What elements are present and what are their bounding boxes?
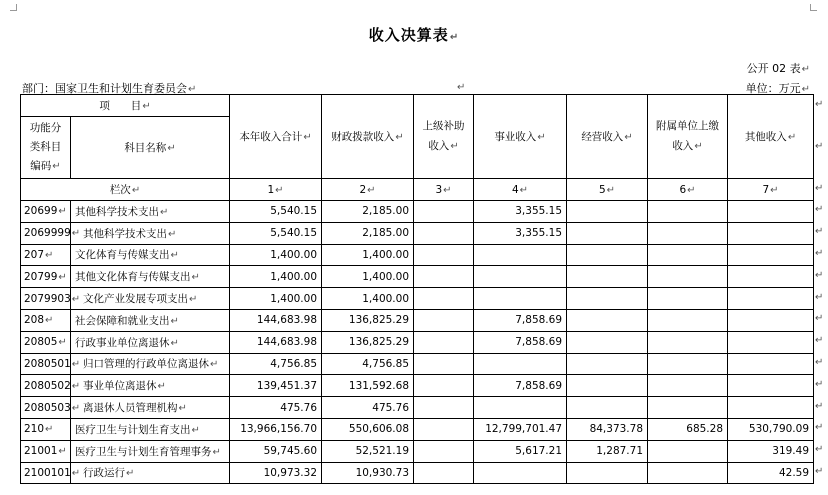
table-row xyxy=(21,375,814,397)
row-end-mark: ↵ xyxy=(815,140,824,152)
career-cell xyxy=(474,244,567,266)
upper-subsidy-header: 上级补助 收入↵ xyxy=(414,95,474,179)
page-corner-mark xyxy=(10,4,17,11)
upper-subsidy-cell xyxy=(414,375,474,397)
career-cell xyxy=(474,353,567,375)
fiscal-cell: 1,400.00 xyxy=(322,288,414,310)
row-end-mark: ↵ xyxy=(815,313,824,325)
affiliate-cell xyxy=(648,244,728,266)
item-header: 项 目↵ xyxy=(21,95,230,117)
department-label: 部门：国家卫生和计划生育委员会↵ xyxy=(22,82,197,95)
other-cell xyxy=(728,201,814,223)
affiliate-header: 附属单位上缴 收入↵ xyxy=(648,95,728,179)
fiscal-cell: 1,400.00 xyxy=(322,244,414,266)
table-row xyxy=(21,309,814,331)
business-cell xyxy=(567,397,648,419)
table-row xyxy=(21,222,814,244)
fiscal-cell: 10,930.73 xyxy=(322,462,414,484)
subject-name-cell: 行政事业单位离退休↵ xyxy=(71,331,230,353)
column-index: 5↵ xyxy=(567,179,648,201)
upper-subsidy-cell xyxy=(414,244,474,266)
affiliate-cell xyxy=(648,331,728,353)
career-cell xyxy=(474,462,567,484)
subject-name-cell: 行政运行↵ xyxy=(71,462,230,484)
column-index-label: 栏次↵ xyxy=(21,179,230,201)
affiliate-cell xyxy=(648,266,728,288)
total-cell: 475.76 xyxy=(230,397,322,419)
subject-name-cell: 事业单位离退休↵ xyxy=(71,375,230,397)
subject-name-cell: 离退休人员管理机构↵ xyxy=(71,397,230,419)
total-cell: 139,451.37 xyxy=(230,375,322,397)
fiscal-cell: 136,825.29 xyxy=(322,309,414,331)
row-end-mark: ↵ xyxy=(815,204,824,216)
career-cell xyxy=(474,397,567,419)
table-row xyxy=(21,462,814,484)
fiscal-header: 财政拨款收入↵ xyxy=(322,95,414,179)
subject-name-header: 科目名称↵ xyxy=(71,117,230,179)
upper-subsidy-cell xyxy=(414,331,474,353)
row-end-mark: ↵ xyxy=(815,335,824,347)
business-cell xyxy=(567,462,648,484)
row-end-mark: ↵ xyxy=(815,378,824,390)
column-index: 4↵ xyxy=(474,179,567,201)
table-row xyxy=(21,418,814,440)
fiscal-cell: 550,606.08 xyxy=(322,418,414,440)
affiliate-cell xyxy=(648,288,728,310)
upper-subsidy-cell xyxy=(414,201,474,223)
total-cell: 13,966,156.70 xyxy=(230,418,322,440)
upper-subsidy-cell xyxy=(414,440,474,462)
subject-name-cell: 医疗卫生与计划生育管理事务↵ xyxy=(71,440,230,462)
career-cell: 3,355.15 xyxy=(474,222,567,244)
total-cell: 1,400.00 xyxy=(230,244,322,266)
affiliate-cell: 685.28 xyxy=(648,418,728,440)
subject-name-cell: 归口管理的行政单位离退休↵ xyxy=(71,353,230,375)
business-header: 经营收入↵ xyxy=(567,95,648,179)
fiscal-cell: 2,185.00 xyxy=(322,201,414,223)
function-code-cell: 2079903↵ xyxy=(21,288,71,310)
affiliate-cell xyxy=(648,353,728,375)
table-row xyxy=(21,353,814,375)
function-code-header: 功能分 类科目 编码↵ xyxy=(21,117,71,179)
fiscal-cell: 131,592.68 xyxy=(322,375,414,397)
total-header: 本年收入合计↵ xyxy=(230,95,322,179)
row-end-mark: ↵ xyxy=(815,422,824,434)
total-cell: 10,973.32 xyxy=(230,462,322,484)
affiliate-cell xyxy=(648,201,728,223)
column-index: 1↵ xyxy=(230,179,322,201)
table-row xyxy=(21,244,814,266)
row-end-mark: ↵ xyxy=(815,247,824,259)
career-cell: 7,858.69 xyxy=(474,309,567,331)
upper-subsidy-cell xyxy=(414,309,474,331)
header-row xyxy=(21,95,814,117)
career-cell: 3,355.15 xyxy=(474,201,567,223)
business-cell: 84,373.78 xyxy=(567,418,648,440)
other-cell xyxy=(728,244,814,266)
function-code-cell: 210↵ xyxy=(21,418,71,440)
other-cell xyxy=(728,266,814,288)
function-code-cell: 2069999↵ xyxy=(21,222,71,244)
function-code-cell: 21001↵ xyxy=(21,440,71,462)
other-cell: 319.49 xyxy=(728,440,814,462)
career-cell xyxy=(474,266,567,288)
subject-name-cell: 文化体育与传媒支出↵ xyxy=(71,244,230,266)
other-cell: 42.59 xyxy=(728,462,814,484)
affiliate-cell xyxy=(648,462,728,484)
other-cell: 530,790.09 xyxy=(728,418,814,440)
business-cell xyxy=(567,331,648,353)
subject-name-cell: 其他科学技术支出↵ xyxy=(71,201,230,223)
fiscal-cell: 52,521.19 xyxy=(322,440,414,462)
function-code-cell: 208↵ xyxy=(21,309,71,331)
row-end-mark: ↵ xyxy=(815,226,824,238)
fiscal-cell: 2,185.00 xyxy=(322,222,414,244)
fiscal-cell: 4,756.85 xyxy=(322,353,414,375)
upper-subsidy-cell xyxy=(414,288,474,310)
subject-name-cell: 其他科学技术支出↵ xyxy=(71,222,230,244)
page-title: 收入决算表↵ xyxy=(368,26,460,44)
row-end-mark: ↵ xyxy=(815,98,824,110)
table-row xyxy=(21,201,814,223)
column-index: 2↵ xyxy=(322,179,414,201)
function-code-cell: 2080501↵ xyxy=(21,353,71,375)
upper-subsidy-cell xyxy=(414,397,474,419)
career-cell xyxy=(474,288,567,310)
upper-subsidy-cell xyxy=(414,266,474,288)
career-cell: 12,799,701.47 xyxy=(474,418,567,440)
other-cell xyxy=(728,375,814,397)
row-end-mark: ↵ xyxy=(815,182,824,194)
table-row xyxy=(21,331,814,353)
business-cell xyxy=(567,375,648,397)
fiscal-cell: 136,825.29 xyxy=(322,331,414,353)
business-cell xyxy=(567,309,648,331)
subject-name-cell: 医疗卫生与计划生育支出↵ xyxy=(71,418,230,440)
other-cell xyxy=(728,222,814,244)
revenue-table xyxy=(20,94,814,484)
spacer-mark: ↵ xyxy=(457,82,466,93)
business-cell: 1,287.71 xyxy=(567,440,648,462)
career-cell: 7,858.69 xyxy=(474,375,567,397)
column-index: 6↵ xyxy=(648,179,728,201)
business-cell xyxy=(567,244,648,266)
function-code-cell: 20805↵ xyxy=(21,331,71,353)
affiliate-cell xyxy=(648,309,728,331)
total-cell: 144,683.98 xyxy=(230,331,322,353)
total-cell: 1,400.00 xyxy=(230,266,322,288)
function-code-cell: 2080503↵ xyxy=(21,397,71,419)
table-row xyxy=(21,397,814,419)
total-cell: 144,683.98 xyxy=(230,309,322,331)
other-cell xyxy=(728,397,814,419)
total-cell: 5,540.15 xyxy=(230,222,322,244)
row-end-mark: ↵ xyxy=(815,269,824,281)
fiscal-cell: 475.76 xyxy=(322,397,414,419)
upper-subsidy-cell xyxy=(414,222,474,244)
subject-name-cell: 文化产业发展专项支出↵ xyxy=(71,288,230,310)
row-end-mark: ↵ xyxy=(815,400,824,412)
business-cell xyxy=(567,201,648,223)
other-cell xyxy=(728,309,814,331)
upper-subsidy-cell xyxy=(414,462,474,484)
business-cell xyxy=(567,288,648,310)
function-code-cell: 20699↵ xyxy=(21,201,71,223)
table-row xyxy=(21,266,814,288)
upper-subsidy-cell xyxy=(414,418,474,440)
career-cell: 7,858.69 xyxy=(474,331,567,353)
page-corner-mark xyxy=(810,4,817,11)
function-code-cell: 20799↵ xyxy=(21,266,71,288)
business-cell xyxy=(567,222,648,244)
total-cell: 5,540.15 xyxy=(230,201,322,223)
total-cell: 59,745.60 xyxy=(230,440,322,462)
affiliate-cell xyxy=(648,222,728,244)
affiliate-cell xyxy=(648,375,728,397)
fiscal-cell: 1,400.00 xyxy=(322,266,414,288)
row-end-mark: ↵ xyxy=(815,444,824,456)
other-header: 其他收入↵ xyxy=(728,95,814,179)
function-code-cell: 207↵ xyxy=(21,244,71,266)
other-cell xyxy=(728,288,814,310)
form-number: 公开 02 表↵ xyxy=(746,62,810,75)
total-cell: 1,400.00 xyxy=(230,288,322,310)
business-cell xyxy=(567,353,648,375)
column-index: 7↵ xyxy=(728,179,814,201)
career-cell: 5,617.21 xyxy=(474,440,567,462)
other-cell xyxy=(728,331,814,353)
row-end-mark: ↵ xyxy=(815,291,824,303)
career-header: 事业收入↵ xyxy=(474,95,567,179)
total-cell: 4,756.85 xyxy=(230,353,322,375)
column-index-row xyxy=(21,179,814,201)
business-cell xyxy=(567,266,648,288)
subject-name-cell: 其他文化体育与传媒支出↵ xyxy=(71,266,230,288)
column-index: 3↵ xyxy=(414,179,474,201)
function-code-cell: 2100101↵ xyxy=(21,462,71,484)
row-end-mark: ↵ xyxy=(815,356,824,368)
unit-label: 单位：万元↵ xyxy=(745,82,810,95)
row-end-mark: ↵ xyxy=(815,465,824,477)
table-row xyxy=(21,440,814,462)
upper-subsidy-cell xyxy=(414,353,474,375)
function-code-cell: 2080502↵ xyxy=(21,375,71,397)
affiliate-cell xyxy=(648,440,728,462)
table-row xyxy=(21,288,814,310)
affiliate-cell xyxy=(648,397,728,419)
subject-name-cell: 社会保障和就业支出↵ xyxy=(71,309,230,331)
other-cell xyxy=(728,353,814,375)
